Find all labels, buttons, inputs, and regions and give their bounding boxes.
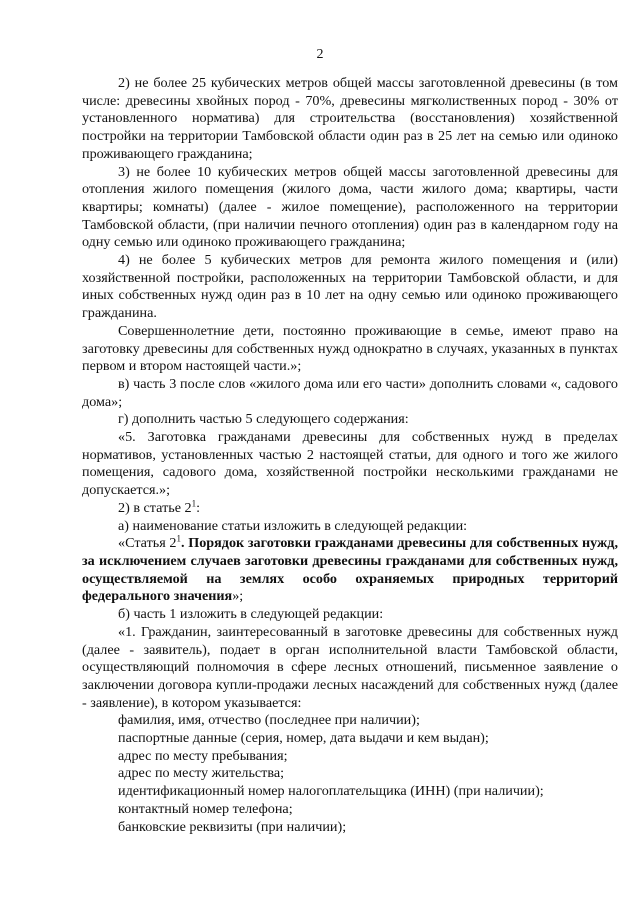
paragraph-item-2: 2) не более 25 кубических метров общей массы заготовленной древесины (в том числе: древесины хвойных пород - 70%, древесины мягколиственных пород - 30% от установленного норматива) для строительства (восстановления) хозяйственной постройки на территории Тамбовской области один раз в 25 лет на семью или одиноко проживающего гражданина; <box>82 75 618 162</box>
document-body <box>82 75 618 836</box>
list-item-bank-details: банковские реквизиты (при наличии); <box>118 818 347 835</box>
paragraph-amendment-g: г) дополнить частью 5 следующего содержания: <box>118 411 409 428</box>
page-number: 2 <box>316 47 324 62</box>
list-item-phone: контактный номер телефона; <box>118 800 293 817</box>
article-ref-text: 2) в статье 2 <box>118 499 192 516</box>
article-title-bold: . Порядок заготовки гражданами древесины для собственных нужд, за исключением случаев заготовки древесины гражданами для собственных нужд, осуществляемой на землях особо охраняемых природных территорий федерального значения <box>82 535 618 605</box>
paragraph-amendment-a: а) наименование статьи изложить в следующей редакции: <box>118 517 468 534</box>
paragraph-amendment-b: б) часть 1 изложить в следующей редакции: <box>118 606 384 623</box>
article-title-lead: «Статья 2 <box>118 535 177 552</box>
paragraph-item-3: 3) не более 10 кубических метров общей массы заготовленной древесины для отопления жилого помещения (жилого дома, части жилого дома; квартиры, части квартиры; комнаты) (далее - жилое помещение), расположенного на территории Тамбовской области, (при наличии печного отопления) один раз в календарном году на одну семью или одиноко проживающего гражданина; <box>82 163 618 251</box>
list-item-stay-address: адрес по месту пребывания; <box>118 747 288 764</box>
paragraph-adult-children: Совершеннолетние дети, постоянно проживающие в семье, имеют право на заготовку древесины для собственных нужд однократно в случаях, указанных в пунктах первом и втором настоящей части.»; <box>82 322 618 375</box>
paragraph-part-1: «1. Гражданин, заинтересованный в заготовке древесины для собственных нужд (далее - заявитель), подает в орган исполнительной власти Тамбовской области, осуществляющий полномочия в сфере лесных отношений, письменное заявление о заключении договора купли-продажи лесных насаждений для собственных нужд (далее - заявление), в котором указывается: <box>82 623 618 711</box>
list-item-passport: паспортные данные (серия, номер, дата выдачи и кем выдан); <box>118 730 489 747</box>
article-ref-suffix: : <box>196 499 201 516</box>
list-item-inn: идентификационный номер налогоплательщика (ИНН) (при наличии); <box>118 783 544 800</box>
list-item-residence-address: адрес по месту жительства; <box>118 765 285 782</box>
article-ref-superscript: 1 <box>191 498 197 509</box>
paragraph-part-5: «5. Заготовка гражданами древесины для собственных нужд в пределах нормативов, установленных частью 2 настоящей статьи, для одного и того же жилого помещения, садового дома, хозяйственной постройки несколькими гражданами не допускается.»; <box>82 429 618 499</box>
article-title-superscript: 1 <box>176 533 181 544</box>
paragraph-article-heading-ref <box>82 500 618 518</box>
list-item-full-name: фамилия, имя, отчество (последнее при наличии); <box>118 712 420 729</box>
paragraph-item-4: 4) не более 5 кубических метров для ремонта жилого помещения и (или) хозяйственной постройки, расположенных на территории Тамбовской области, и для иных собственных нужд один раз в 10 лет на одну семью или одиноко проживающего гражданина. <box>82 252 618 322</box>
paragraph-article-title <box>82 535 618 606</box>
paragraph-amendment-v: в) часть 3 после слов «жилого дома или его части» дополнить словами «, садового дома»; <box>82 375 618 410</box>
article-title-end: »; <box>232 588 244 605</box>
